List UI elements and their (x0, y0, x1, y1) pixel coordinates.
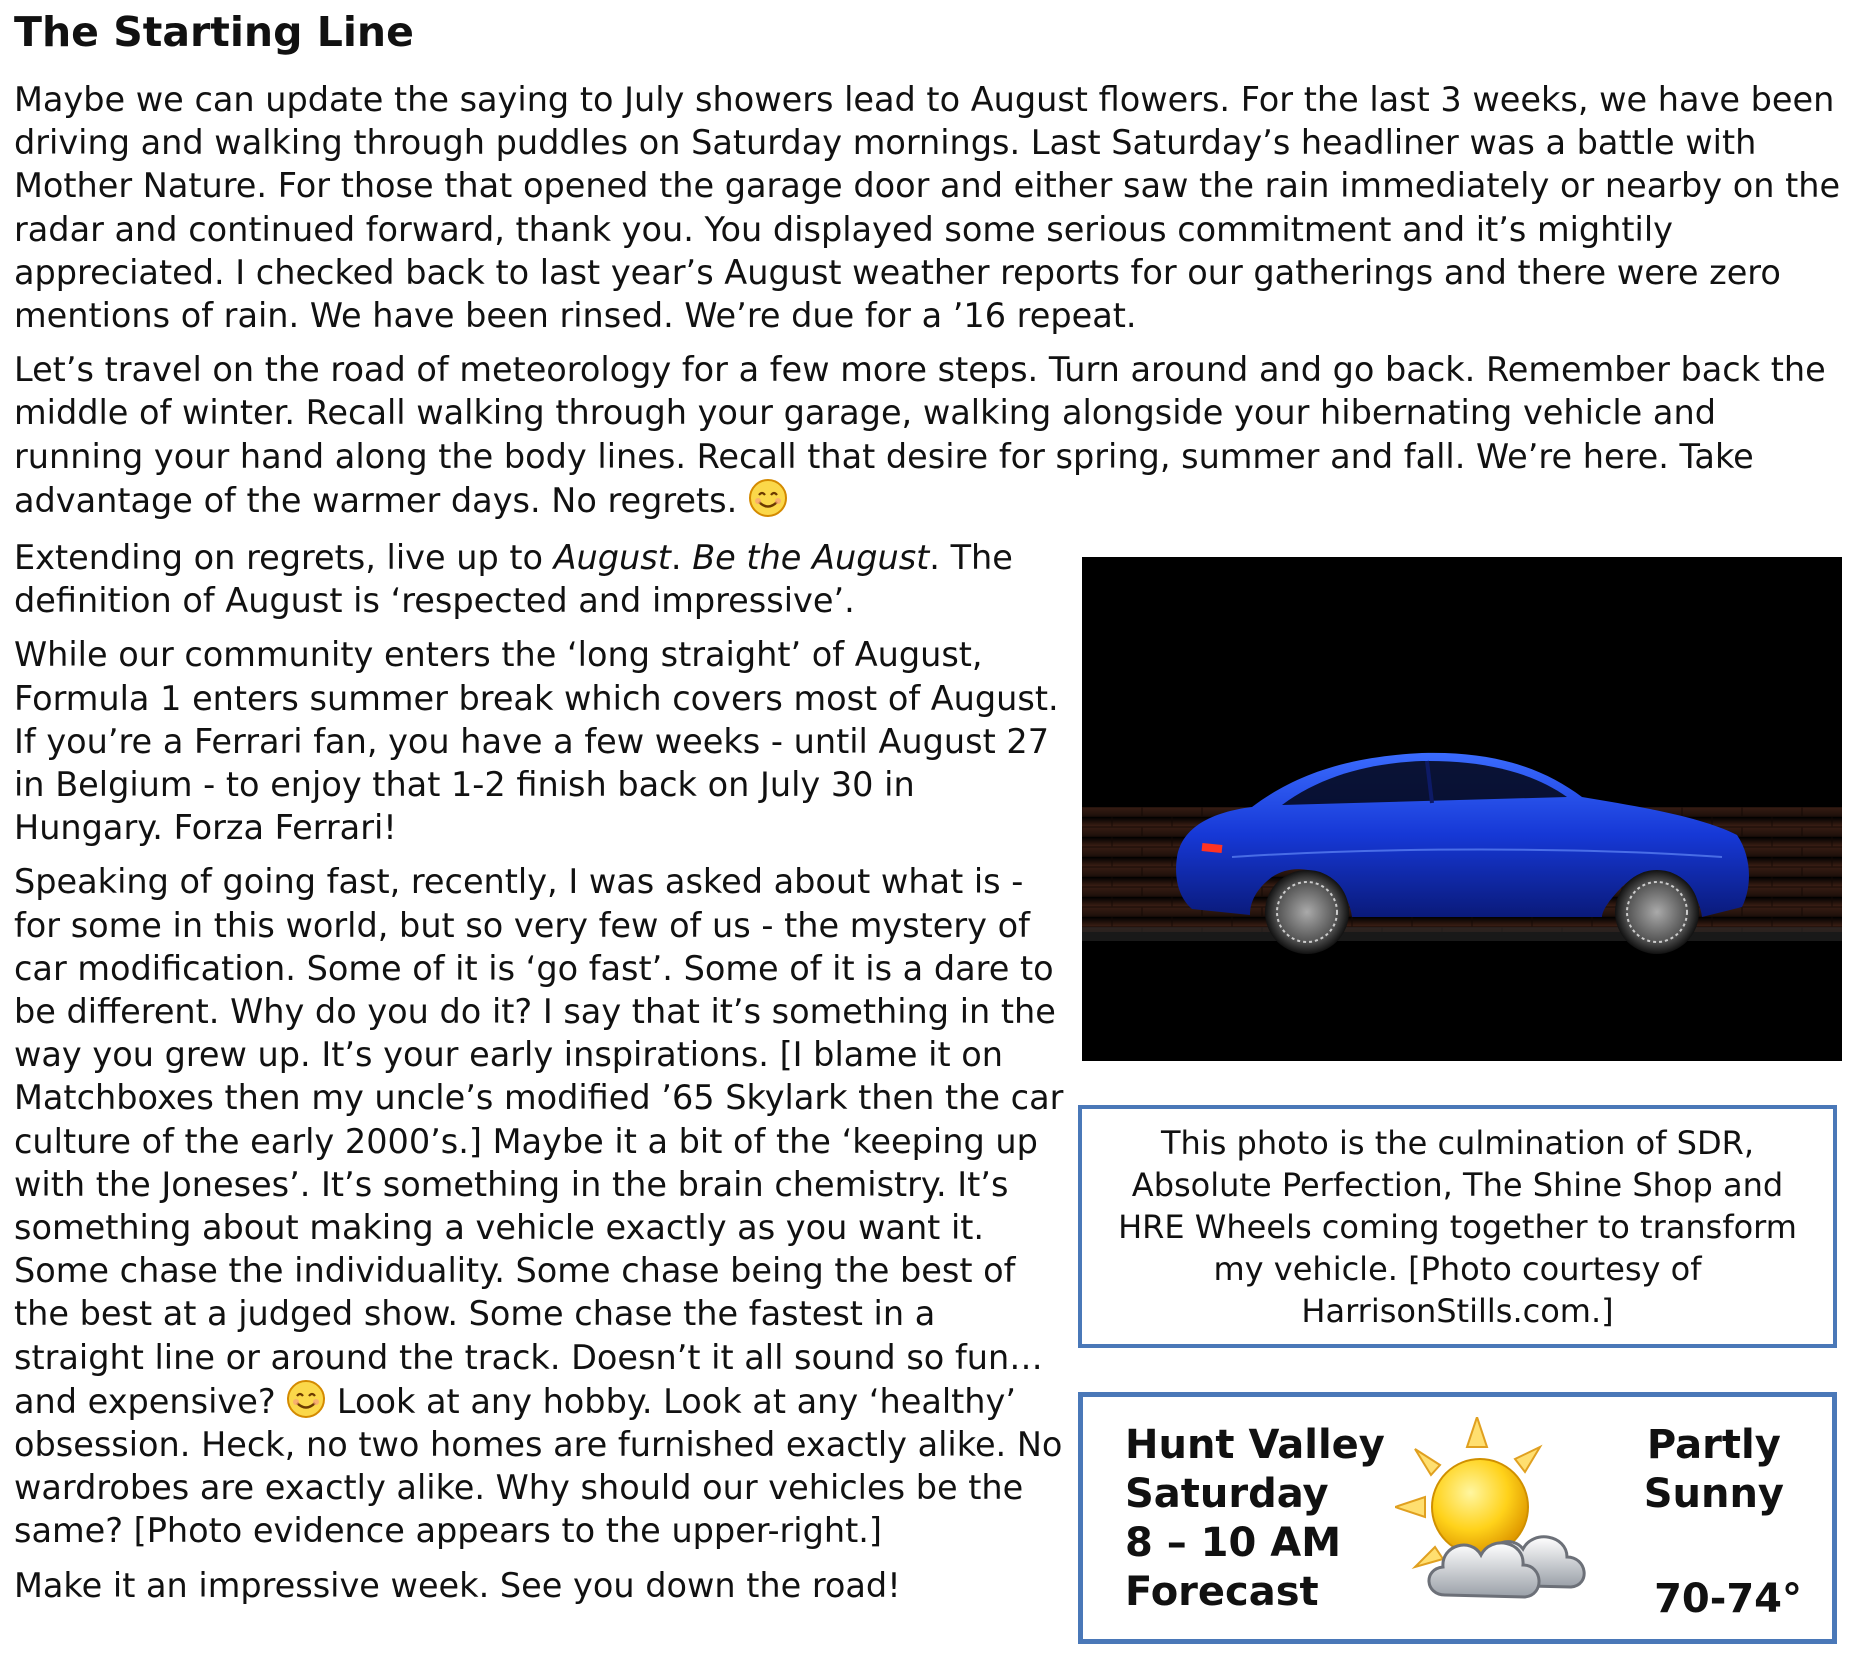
forecast-label: Forecast (1125, 1569, 1319, 1615)
paragraph-3-text-b: . (670, 538, 693, 577)
paragraph-2-text: Let’s travel on the road of meteorology for a few more steps. Turn around and go back. Remember back the middle of winter. Recall walking through your garage, walking alongside your hibernating vehicle and running your hand along the body lines. Recall that desire for spring, summer and fall. We’re here. Take advantage of the warmer days. No regrets. (14, 350, 1826, 520)
paragraph-2 (14, 348, 1844, 522)
paragraph-3-text-a: Extending on regrets, live up to (14, 538, 554, 577)
forecast-temperature: 70-74° (1654, 1576, 1802, 1622)
paragraph-3-text-c: . The definition of August is ‘respected and impressive’. (14, 538, 1013, 621)
smiley-icon (748, 478, 788, 518)
car-illustration (1082, 557, 1842, 1061)
forecast-condition-line-2: Sunny (1643, 1471, 1784, 1517)
partly-sunny-icon (1395, 1417, 1621, 1627)
paragraph-3 (14, 536, 1064, 622)
paragraph-6: Make it an impressive week. See you down the road! (14, 1565, 901, 1605)
page-title: The Starting Line (14, 8, 414, 56)
paragraph-1: Maybe we can update the saying to July showers lead to August flowers. For the last 3 weeks, we have been driving and walking through puddles on Saturday mornings. Last Saturday’s headliner was a battle with Mother Nature. For those that opened the garage door and either saw the rain immediately or nearby on the radar and continued forward, thank you. You displayed some serious commitment and it’s mightily appreciated. I checked back to last year’s August weather reports for our gatherings and there were zero mentions of rain. We have been rinsed. We’re due for a ’16 repeat. (14, 80, 1841, 336)
photo-caption-box (1078, 1105, 1837, 1348)
smiley-icon (286, 1379, 326, 1419)
intro-paragraphs (14, 78, 1844, 533)
car-photo (1082, 557, 1842, 1061)
photo-caption: This photo is the culmination of SDR, Absolute Perfection, The Shine Shop and HRE Wheels coming together to transform my vehicle. [Photo courtesy of HarrisonStills.com.] (1118, 1123, 1797, 1330)
paragraph-3-italic-a: August (553, 538, 671, 577)
forecast-box (1078, 1392, 1837, 1644)
paragraph-4: While our community enters the ‘long straight’ of August, Formula 1 enters summer break which covers most of August. If you’re a Ferrari fan, you have a few weeks - until August 27 in Belgium - to enjoy that 1-2 finish back on July 30 in Hungary. Forza Ferrari! (14, 635, 1059, 848)
forecast-day: Saturday (1125, 1471, 1329, 1517)
paragraph-3-italic-b: Be the August (692, 538, 930, 577)
forecast-condition-line-1: Partly (1646, 1422, 1781, 1468)
forecast-time: 8 – 10 AM (1125, 1520, 1342, 1566)
forecast-details (1125, 1421, 1385, 1617)
paragraph-5-text-b: Look at any hobby. Look at any ‘healthy’ obsession. Heck, no two homes are furnished exactly alike. No wardrobes are exactly alike. Why should our vehicles be the same? [Photo evidence appears to the upper-right.] (14, 1381, 1063, 1551)
left-column (14, 536, 1064, 1618)
forecast-condition (1644, 1421, 1784, 1519)
forecast-location: Hunt Valley (1125, 1422, 1385, 1468)
paragraph-5 (14, 860, 1064, 1552)
paragraph-5-text-a: Speaking of going fast, recently, I was asked about what is - for some in this world, but so very few of us - the mystery of car modification. Some of it is ‘go fast’. Some of it is a dare to be different. Why do you do it? I say that it’s something in the way you grew up. It’s your early inspirations. [I blame it on Matchboxes then my uncle’s modified ’65 Skylark then the car culture of the early 2000’s.] Maybe it a bit of the ‘keeping up with the Joneses’. It’s something in the brain chemistry. It’s something about making a vehicle exactly as you want it. Some chase the individuality. Some chase being the best of the best at a judged show. Some chase the fastest in a straight line or around the track. Doesn’t it all sound so fun…and expensive? (14, 862, 1064, 1421)
